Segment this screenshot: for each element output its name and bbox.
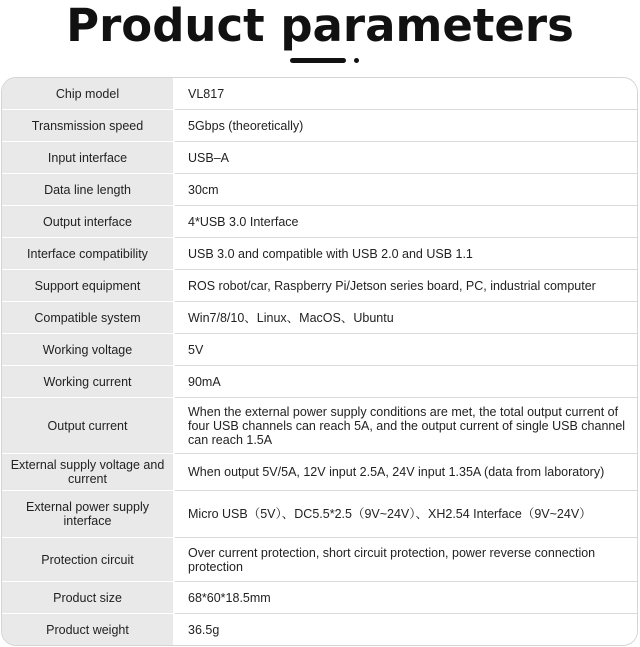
table-row — [2, 238, 637, 269]
row-divider — [175, 365, 637, 366]
row-divider — [2, 269, 174, 270]
table-row — [2, 302, 637, 333]
row-divider — [175, 141, 637, 142]
param-label: Transmission speed — [2, 110, 174, 141]
param-value: Win7/8/10、Linux、MacOS、Ubuntu — [174, 302, 637, 333]
row-divider — [2, 453, 174, 454]
row-divider — [175, 205, 637, 206]
param-label: Support equipment — [2, 270, 174, 301]
row-divider — [2, 333, 174, 334]
row-divider — [2, 205, 174, 206]
table-row — [2, 491, 637, 537]
table-row — [2, 110, 637, 141]
param-value: When output 5V/5A, 12V input 2.5A, 24V input 1.35A (data from laboratory) — [174, 454, 637, 490]
row-divider — [2, 397, 174, 398]
param-label: External power supply interface — [2, 491, 174, 537]
title-dot — [354, 58, 359, 63]
row-divider — [175, 490, 637, 491]
param-value: Micro USB（5V）、DC5.5*2.5（9V~24V）、XH2.54 Interface（9V~24V） — [174, 491, 637, 537]
table-row — [2, 614, 637, 645]
param-label: Working current — [2, 366, 174, 397]
param-label: External supply voltage and current — [2, 454, 174, 490]
param-value: 36.5g — [174, 614, 637, 645]
row-divider — [175, 333, 637, 334]
param-value: 68*60*18.5mm — [174, 582, 637, 613]
param-label: Output current — [2, 398, 174, 453]
parameters-table — [2, 78, 637, 645]
param-value: VL817 — [174, 78, 637, 109]
param-value: When the external power supply conditions are met, the total output current of four USB channels can reach 5A, and the output current of single USB channel can reach 1.5A — [174, 398, 637, 453]
param-value: ROS robot/car, Raspberry Pi/Jetson series board, PC, industrial computer — [174, 270, 637, 301]
row-divider — [175, 581, 637, 582]
row-divider — [2, 537, 174, 538]
param-value: 4*USB 3.0 Interface — [174, 206, 637, 237]
param-value: Over current protection, short circuit protection, power reverse connection protection — [174, 538, 637, 581]
page-title: Product parameters — [66, 0, 574, 52]
table-row — [2, 538, 637, 581]
row-divider — [175, 613, 637, 614]
table-row — [2, 206, 637, 237]
table-row — [2, 174, 637, 205]
row-divider — [175, 109, 637, 110]
row-divider — [2, 490, 174, 491]
param-value: 30cm — [174, 174, 637, 205]
param-value: 5V — [174, 334, 637, 365]
row-divider — [2, 581, 174, 582]
param-label: Product size — [2, 582, 174, 613]
param-label: Compatible system — [2, 302, 174, 333]
title-underline — [290, 58, 346, 63]
row-divider — [175, 397, 637, 398]
param-value: 5Gbps (theoretically) — [174, 110, 637, 141]
row-divider — [2, 301, 174, 302]
row-divider — [175, 301, 637, 302]
row-divider — [175, 237, 637, 238]
table-row — [2, 78, 637, 109]
param-value: USB–A — [174, 142, 637, 173]
param-label: Chip model — [2, 78, 174, 109]
table-row — [2, 454, 637, 490]
table-row — [2, 366, 637, 397]
table-row — [2, 142, 637, 173]
param-label: Working voltage — [2, 334, 174, 365]
table-row — [2, 582, 637, 613]
param-value: USB 3.0 and compatible with USB 2.0 and USB 1.1 — [174, 238, 637, 269]
param-label: Protection circuit — [2, 538, 174, 581]
row-divider — [175, 269, 637, 270]
table-row — [2, 334, 637, 365]
param-label: Output interface — [2, 206, 174, 237]
row-divider — [2, 365, 174, 366]
row-divider — [2, 141, 174, 142]
table-row — [2, 398, 637, 453]
row-divider — [2, 109, 174, 110]
row-divider — [2, 237, 174, 238]
param-value: 90mA — [174, 366, 637, 397]
row-divider — [175, 173, 637, 174]
param-label: Data line length — [2, 174, 174, 205]
param-label: Product weight — [2, 614, 174, 645]
table-row — [2, 270, 637, 301]
param-label: Input interface — [2, 142, 174, 173]
row-divider — [2, 613, 174, 614]
param-label: Interface compatibility — [2, 238, 174, 269]
row-divider — [2, 173, 174, 174]
row-divider — [175, 453, 637, 454]
row-divider — [175, 537, 637, 538]
